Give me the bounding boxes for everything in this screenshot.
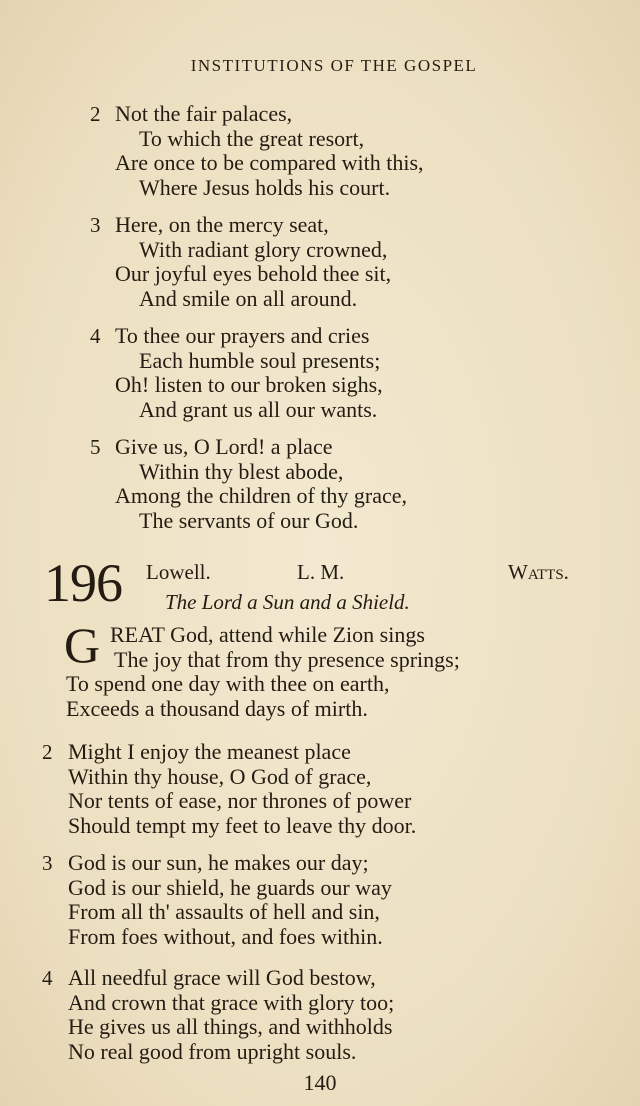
verse-line: From all th' assaults of hell and sin, [68, 899, 380, 924]
hymn-number: 196 [44, 553, 122, 613]
verse-number: 5 [90, 435, 101, 459]
verse-line: Not the fair palaces, [115, 101, 293, 126]
verse-line: To which the great resort, [139, 125, 365, 151]
verse-line: And grant us all our wants. [139, 396, 378, 422]
verse-number: 4 [42, 966, 53, 990]
verse-line: All needful grace will God bestow, [68, 965, 376, 990]
verse-line: And crown that grace with glory too; [68, 989, 395, 1015]
verse-line: REAT God, attend while Zion sings [110, 622, 425, 647]
verse-line: No real good from upright souls. [68, 1038, 357, 1064]
hymn-verse-4 [42, 965, 395, 1064]
verse-line: Within thy house, O God of grace, [68, 763, 372, 789]
tune-name: Lowell. [146, 560, 211, 584]
page-number: 140 [303, 1070, 337, 1095]
verse-number: 3 [42, 851, 53, 875]
verse-number: 2 [42, 740, 53, 764]
verse-number: 2 [90, 102, 101, 126]
verse-number: 3 [90, 213, 101, 237]
verse-line: To thee our prayers and cries [115, 323, 370, 348]
verse-line: And smile on all around. [139, 285, 358, 311]
verse-line: Here, on the mercy seat, [115, 212, 329, 237]
verse-line: Are once to be compared with this, [115, 150, 424, 175]
verse-line: God is our shield, he guards our way [68, 874, 392, 900]
verse-line: He gives us all things, and withholds [68, 1014, 393, 1039]
verse-line: Where Jesus holds his court. [139, 174, 391, 200]
prev-verse-2 [90, 101, 424, 200]
verse-line: Should tempt my feet to leave thy door. [68, 812, 417, 838]
running-header: INSTITUTIONS OF THE GOSPEL [190, 56, 478, 75]
verse-line: The servants of our God. [139, 507, 359, 533]
verse-line: Among the children of thy grace, [115, 483, 408, 508]
meter: L. M. [297, 560, 345, 584]
verse-line: Each humble soul presents; [139, 347, 381, 373]
verse-line: Within thy blest abode, [139, 458, 344, 484]
verse-line: The joy that from thy presence springs; [114, 646, 460, 672]
verse-line: God is our sun, he makes our day; [68, 850, 369, 875]
prev-verse-5 [90, 434, 408, 533]
verse-line: With radiant glory crowned, [139, 236, 388, 262]
prev-verse-3 [90, 212, 392, 311]
verse-line: To spend one day with thee on earth, [66, 671, 390, 696]
author: Watts. [508, 560, 569, 584]
verse-line: Nor tents of ease, nor thrones of power [68, 788, 412, 813]
prev-verse-4 [90, 323, 383, 422]
verse-number: 4 [90, 324, 101, 348]
hymn-verse-2 [42, 739, 417, 838]
verse-line: Give us, O Lord! a place [115, 434, 333, 459]
verse-line: From foes without, and foes within. [68, 923, 383, 949]
verse-line: Exceeds a thousand days of mirth. [66, 695, 368, 721]
hymn-verse-1 [66, 623, 460, 721]
verse-line: Oh! listen to our broken sighs, [115, 372, 383, 397]
hymn-subtitle: The Lord a Sun and a Shield. [165, 590, 410, 614]
drop-cap: G [64, 617, 101, 673]
verse-line: Might I enjoy the meanest place [68, 739, 351, 764]
hymn-verse-3 [42, 850, 392, 949]
verse-line: Our joyful eyes behold thee sit, [115, 261, 392, 286]
